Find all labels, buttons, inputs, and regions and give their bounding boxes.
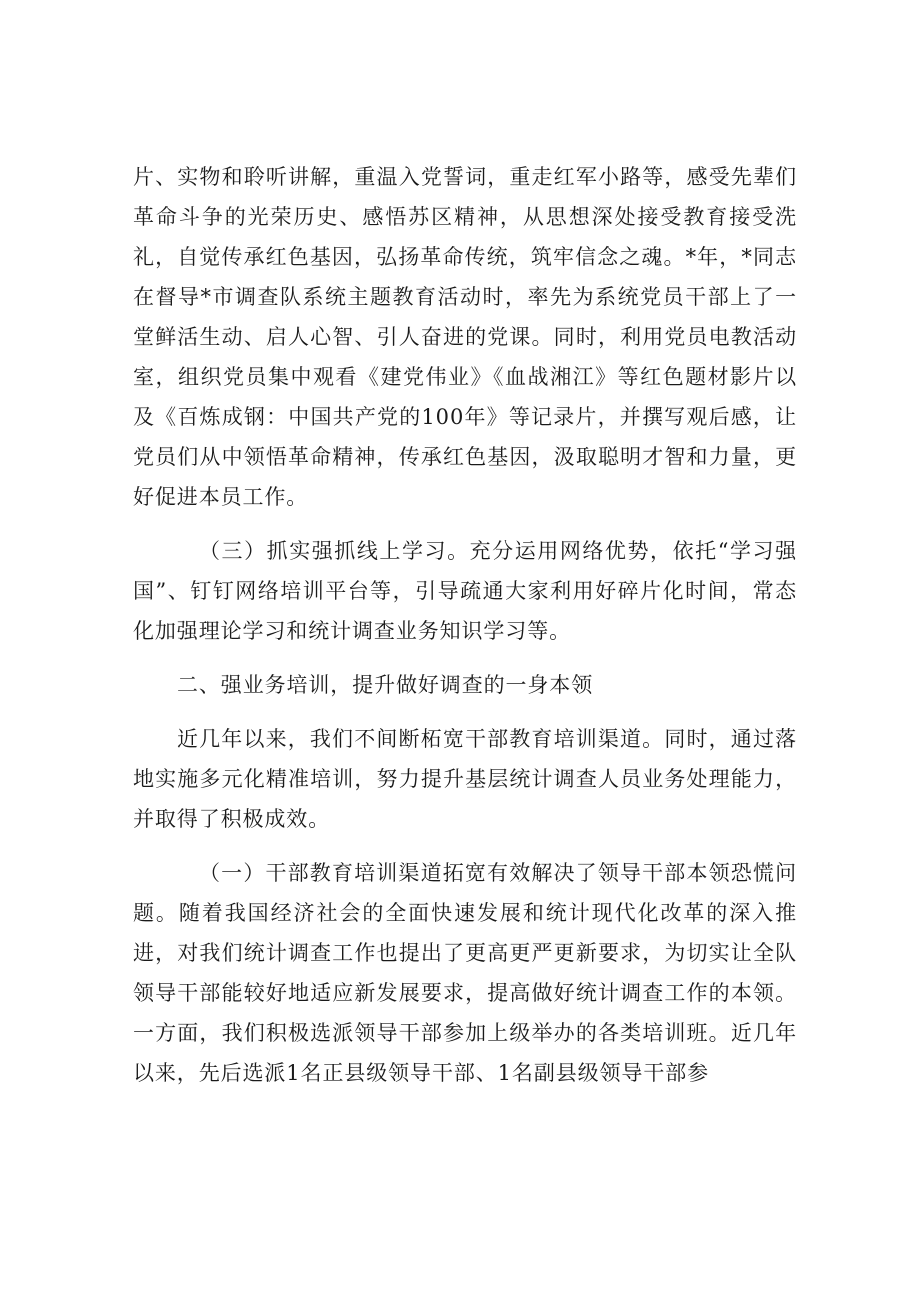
paragraph-cadre-education: （一）干部教育培训渠道拓宽有效解决了领导干部本领恐慌问题。随着我国经济社会的全面快速发展和统计现代化改革的深入推进，对我们统计调查工作也提出了更高更严更新要求，为切实让全队领导干部能较好地适应新发展要求，提高做好统计调查工作的本领。一方面，我们积极选派领导干部参加上级举办的各类培训班。近几年以来，先后选派1名正县级领导干部、1名副县级领导干部参 (133, 861, 797, 1085)
paragraph-online-learning: （三）抓实强抓线上学习。充分运用网络优势，依托“学习强国”、钉钉网络培训平台等，引导疏通大家利用好碎片化时间，常态化加强理论学习和统计调查业务知识学习等。 (133, 539, 797, 643)
paragraph-continuation: 片、实物和聆听讲解，重温入党誓词，重走红军小路等，感受先辈们革命斗争的光荣历史、感悟苏区精神，从思想深处接受教育接受洗礼，自觉传承红色基因，弘扬革命传统，筑牢信念之魂。*年，*同志在督导*市调查队系统主题教育活动时，率先为系统党员干部上了一堂鲜活生动、启人心智、引人奋进的党课。同时，利用党员电教活动室，组织党员集中观看《建党伟业》《血战湘江》等红色题材影片以及《百炼成钢：中国共产党的100年》等记录片，并撰写观后感，让党员们从中领悟革命精神，传承红色基因，汲取聪明才智和力量，更好促进本员工作。 (133, 165, 797, 509)
document-body (133, 157, 797, 1093)
section-heading-business-training: 二、强业务培训，提升做好调查的一身本领 (177, 673, 594, 697)
paragraph-training-intro: 近几年以来，我们不间断柘宽干部教育培训渠道。同时，通过落地实施多元化精准培训，努力提升基层统计调查人员业务处理能力，并取得了积极成效。 (133, 727, 797, 831)
